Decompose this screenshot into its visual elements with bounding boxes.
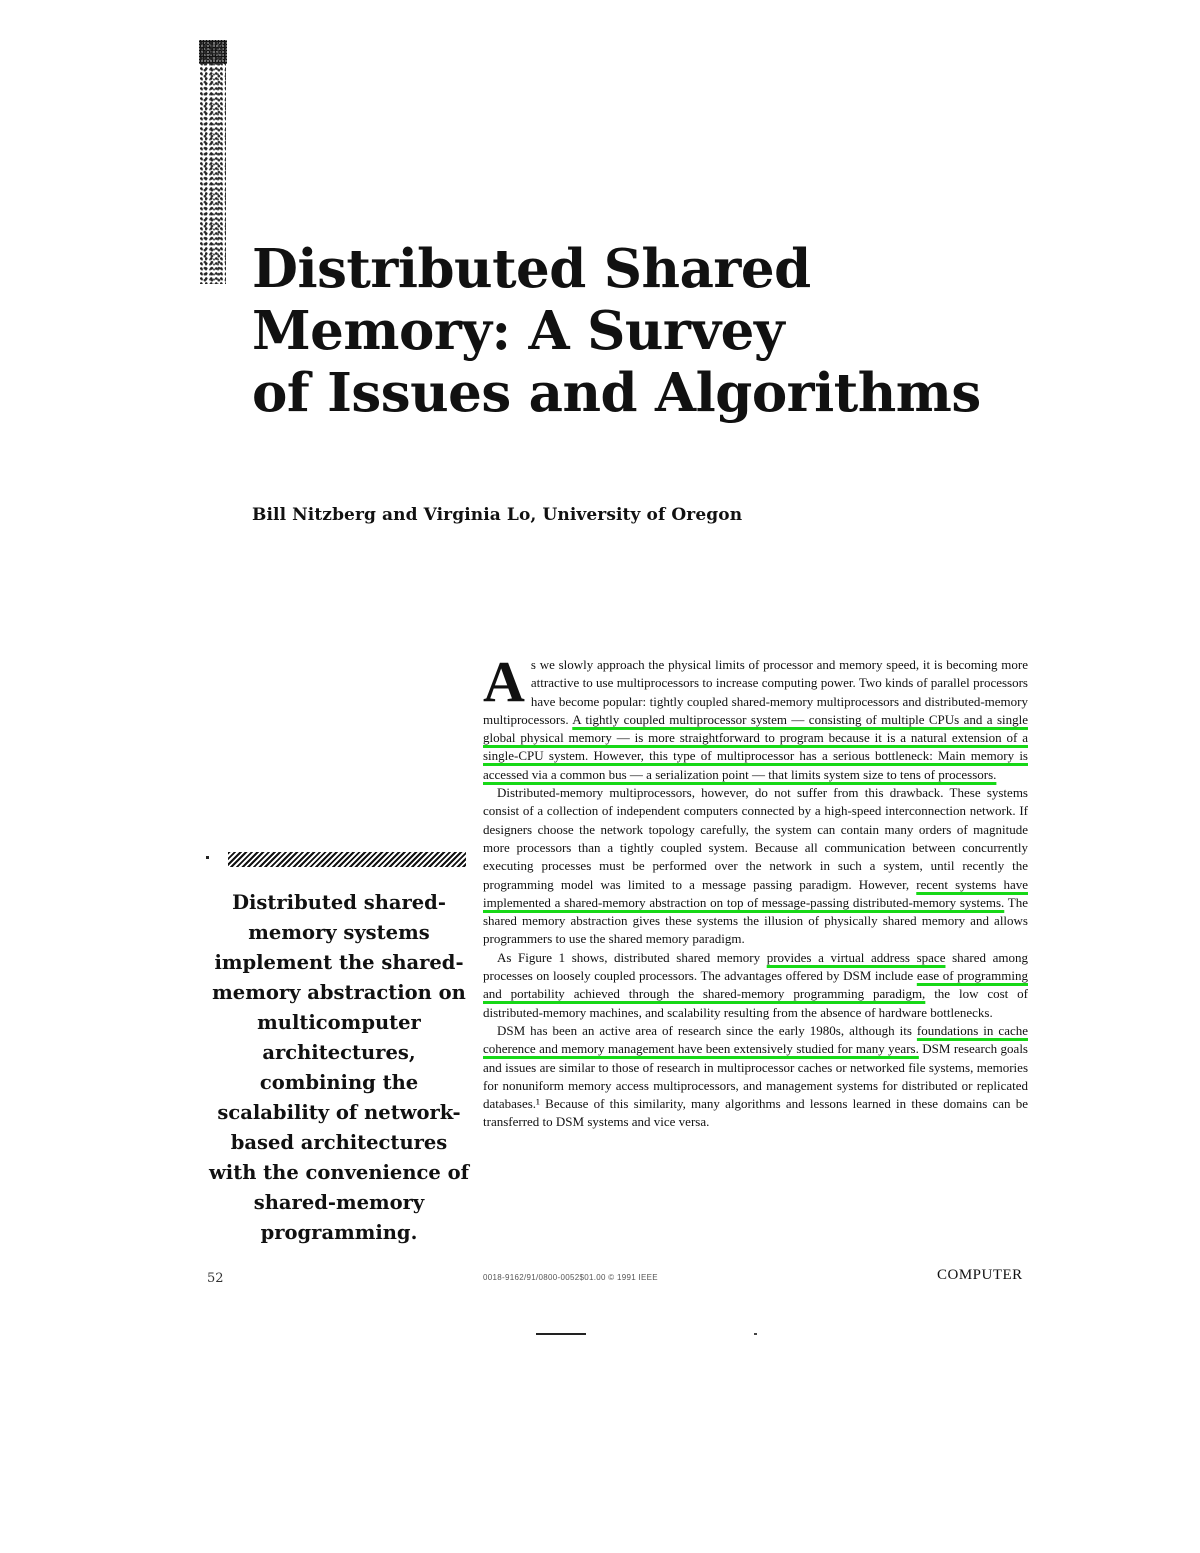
magazine-name: COMPUTER <box>937 1267 1023 1283</box>
margin-decoration-strip <box>200 42 226 284</box>
pull-quote: Distributed shared-memory systems implement the shared-memory abstraction on multicomputer architectures, combining the scalability of network-based architectures with the convenience of shared-memory programming. <box>209 891 469 1244</box>
body-text: shared among processes on loosely coupled processors. The advantages offered by DSM include <box>483 949 1028 984</box>
scan-mark <box>754 1333 757 1335</box>
pull-quote-dot <box>206 856 209 859</box>
body-text: the low cost of distributed-memory machines, and scalability resulting from the absence of hardware bottlenecks. <box>483 986 1028 1020</box>
body-text: As Figure 1 shows, distributed shared memory <box>497 949 767 965</box>
title-line-2: Memory: A Survey <box>252 300 785 362</box>
highlighted-text: ease of programming and portability achieved through the shared-memory programming paradigm, <box>483 968 1028 1002</box>
body-text: s we slowly approach the physical limits of processor and memory speed, it is becoming more attractive to use multiprocessors to increase computing power. Two kinds of parallel processors have become popular: tightly coupled shared-memory multiprocessors and distributed-memory multiprocessors. <box>483 657 1028 727</box>
highlighted-text: A tightly coupled multiprocessor system — consisting of multiple CPUs and a single global physical memory — is more straightforward to program because it is a natural extension of a single-CPU system. However, this type of multiprocessor has a serious bottleneck: Main memory is accessed via a common bus — a serialization point — that limits system size to tens of processors. <box>483 711 1029 782</box>
drop-cap: A <box>483 649 525 714</box>
author-byline: Bill Nitzberg and Virginia Lo, University of Oregon <box>252 505 743 525</box>
paragraph-1 <box>483 649 1029 784</box>
paragraph-2 <box>483 784 1028 949</box>
copyright-code: 0018-9162/91/0800-0052$01.00 © 1991 IEEE <box>483 1273 658 1282</box>
body-text: Distributed-memory multiprocessors, however, do not suffer from this drawback. These systems consist of a collection of independent computers connected by a high-speed interconnection network. If designers choose the network topology carefully, the system can contain many orders of magnitude more processors than a tightly coupled system. Because all communication between concurrently executing processes must be performed over the network in such a system, until recently the programming model was limited to a message passing paradigm. However, <box>483 785 1028 892</box>
paragraph-4 <box>483 1022 1028 1132</box>
highlighted-text: recent systems have implemented a shared-memory abstraction on top of message-passing distributed-memory systems. <box>483 876 1028 910</box>
paragraph-3 <box>483 949 1028 1022</box>
page-number: 52 <box>207 1271 224 1286</box>
article-title <box>252 238 1012 424</box>
highlighted-text: foundations in cache coherence and memory management have been extensively studied for many years. <box>483 1022 1028 1057</box>
highlighted-text: provides a virtual address space <box>766 949 946 965</box>
title-line-3: of Issues and Algorithms <box>252 362 981 424</box>
pull-quote-rule <box>228 852 466 867</box>
scan-mark <box>536 1333 586 1335</box>
body-text: The shared memory abstraction gives these systems the illusion of physically shared memory and allows programmers to use the shared memory paradigm. <box>483 894 1028 947</box>
article-body <box>483 649 1029 1132</box>
body-text: DSM has been an active area of research since the early 1980s, although its <box>497 1022 917 1038</box>
body-text: DSM research goals and issues are similar to those of research in multiprocessor caches or networked file systems, memories for nonuniform memory access multiprocessors, and management systems for distributed or replicated databases.¹ Because of this similarity, many algorithms and lessons learned in these domains can be transferred to DSM systems and vice versa. <box>483 1041 1028 1130</box>
title-line-1: Distributed Shared <box>252 238 811 300</box>
